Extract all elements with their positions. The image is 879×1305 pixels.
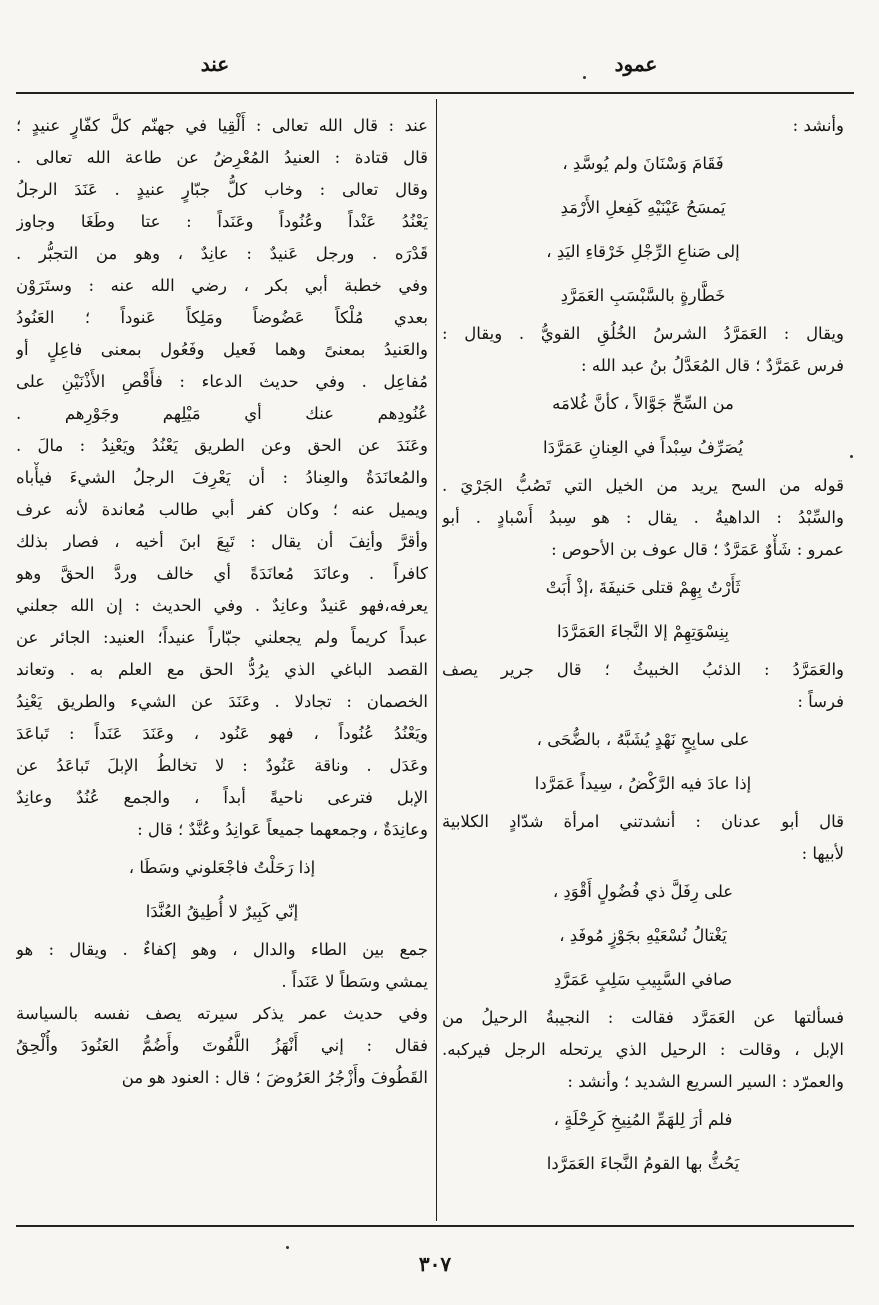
verse-line: فلم أرَ لِلهَمِّ المُنِيخِ كَرِحْلَةٍ ، [553,1110,733,1129]
text-line: والعَمَرَّدُ : الذئبُ الخبيثُ ؛ قال جرير يصف [442,660,844,679]
text-line: وفي حديث عمر يذكر سيرته يصف نفسه بالسياسة [16,1004,428,1023]
verse-line: على رِفَلَّ ذي فُضُولٍ أَقْوَدِ ، [552,882,734,901]
text-line: وأقرَّ وأنِفَ أن يقال : تَبِعَ ابنَ أخيه ، فصار بذلك [16,532,428,551]
text-line: القَطُوفَ وأَزْجُرُ العَرُوضَ ؛ قال : العنود هو من [121,1068,428,1087]
text-line: فرس عَمَرَّدٌ ؛ قال المُعَدَّلُ بنُ عبد الله : [581,356,844,375]
verse-line: ثَأَرْتُ بِهِمْ قتلى حَنيفَةَ ،إذْ أَبَتْ [545,578,741,597]
verse-line: خَطَّارةٍ بالسَّبْسَبِ العَمَرَّدِ [560,286,726,305]
column-divider [436,99,437,1221]
text-line: مُفاعِل . وفي حديث الدعاء : فأَقْصِ الأَذْنَيْنِ على [16,372,428,391]
text-line: والعمرّد : السير السريع الشديد ؛ وأنشد : [567,1072,844,1091]
text-line: يعرفه،فهو عَنيدٌ وعانِدٌ . وفي الحديث : إن الله جعلني [16,596,428,615]
verse-line: إنّي كَبِيرٌ لا أُطِيقُ العُنَّدَا [145,902,299,921]
verse-line: يَغْتالُ نُسْعَيْهِ بجَوْزٍ مُوفَدِ ، [559,926,727,945]
text-line: وعانِدَةٌ ، وجمعهما جميعاً عَوانِدُ وعُنَّدٌ ؛ قال : [137,820,428,839]
running-header-left: عند [200,52,230,76]
verse-line: من السِّحِّ جَوَّالاً ، كأنَّ غُلامَه [552,394,734,413]
text-line: قَدْرَه . ورجل عَنيدٌ : عانِدٌ ، وهو من التجبُّر . [16,244,428,263]
text-line: يَعْنُدُ عَنْداً وعُنُوداً وعَنَداً : عتا وطَغَا وجاوز [16,212,428,231]
verse-line: إلى صَناعِ الرِّجْلِ خَرْقاءِ اليَدِ ، [546,242,740,261]
verse-line: بِنِسْوَتِهِمْ إلا النَّجاءَ العَمَرَّدَا [557,622,729,641]
text-line: والعَنيدُ بمعنىً وهما فَعيل وفَعُول بمعنى فاعِلٍ أو [16,340,428,359]
text-line: وعَنَدَ عن الحق وعن الطريق يَعْنُدُ ويَعْنِدُ : مالَ . [16,436,428,455]
text-line: ويَعْنُدُ عُنُوداً ، فهو عَنُود ، وعَنَدَ عَنَداً : تَباعَدَ [16,724,428,743]
text-line: وعَدَل . وناقة عَنُودٌ : لا تخالطُ الإبلَ تَباعَدُ عن [16,756,428,775]
text-line: وفي خطبة أبي بكر ، رضي الله عنه : وستَرَوْن [16,276,428,295]
right-column [442,110,844,1186]
print-speck [583,76,586,79]
running-header-right: عمود [614,52,658,76]
text-line: جمع بين الطاء والدال ، وهو إكفاءٌ . ويقال : هو [16,940,428,959]
verse-line: فَقَامَ وَسْنَانَ ولم يُوسَّدِ ، [562,154,724,173]
verse-line: يَمسَحُ عَيْنَيْهِ كَفِعلِ الأَرْمَدِ [560,198,726,217]
verse-line: صافي السَّبِيبِ سَلِبٍ عَمَرَّدِ [553,970,733,989]
text-line: الإبل ، وقالت : الرحيل الذي يرتحله الرجل فيركبه. [442,1040,844,1059]
text-line: وقال تعالى : وخاب كلُّ جبّارٍ عنيدٍ . عَنَدَ الرجلُ [16,180,428,199]
verse-line: إذا عادَ فيه الرَّكْضُ ، سِيداً عَمَرَّدا [534,774,752,793]
text-line: قال قتادة : العنيدُ المُعْرِضُ عن طاعة الله تعالى . [16,148,428,167]
text-line: بعدي مُلْكاً عَضُوضاً ومَلِكاً عَنوداً ؛ العَنُودُ [16,308,428,327]
verse-line: على سابِحٍ نَهْدٍ يُشَبَّهُ ، بالضُّحَى ، [536,730,750,749]
page-number: ٣٠٧ [418,1252,452,1276]
text-line: والسِّبْدُ : الداهيةُ . يقال : هو سِبدُ أَسْبادٍ . أبو [442,508,844,527]
text-line: قال أبو عدنان : أنشدتني امرأة شدّادٍ الكلابية [442,812,844,831]
text-line: فسألتها عن العَمَرَّد فقالت : النجيبةُ الرحيلُ من [442,1008,844,1027]
text-line: عبداً كريماً ولم يجعلني جبّاراً عنيداً؛ العنيد: الجائر عن [16,628,428,647]
verse-line: إذا رَحَلْتُ فاجْعَلوني وسَطَا ، [128,858,316,877]
print-speck [850,455,853,458]
verse-line: يُصَرِّفُ سِبْداً في العِنانِ عَمَرَّدَا [543,438,743,457]
text-line: والمُعانَدَةُ والعِنادُ : أن يَعْرِفَ الرجلُ الشيءَ فيأْباه [16,468,428,487]
text-line: الإبل فترعى ناحيةً أبداً ، والجمع عُنُدٌ وعانِدٌ [16,788,428,807]
text-line: عمرو : شَأْوٌ عَمَرَّدٌ ؛ قال عوف بن الأحوص : [551,540,844,559]
bottom-rule [16,1225,854,1227]
verse-line: يَحُثُّ بها القومُ النَّجاءَ العَمَرَّدا [546,1154,740,1173]
text-line: ويقال : العَمَرَّدُ الشرسُ الخُلُقِ القويُّ . ويقال : [442,324,844,343]
text-line: عند : قال الله تعالى : أَلْقِيا في جهنّم كلَّ كفّارٍ عنيدٍ ؛ [16,116,428,135]
text-line: ويميل عنه ؛ وكان كفر أبي طالب مُعاندة لأنه عرف [16,500,428,519]
print-speck [286,1246,289,1249]
text-line: عُنُودِهم عنك أي مَيْلِهم وجَوْرِهم . [16,404,428,423]
text-line: يمشي وسَطاً لا عَنَداً . [281,972,428,991]
text-line: كافراً . وعانَدَ مُعانَدَةً أي خالف وردَّ الحقَّ وهو [16,564,428,583]
left-column [16,110,428,1094]
text-line: لأبيها : [801,844,844,863]
top-rule [16,92,854,94]
text-line: الخصمان : تجادلا . وعَنَدَ عن الشيء والطريق يَعْنِدُ [16,692,428,711]
text-line: القصد الباغي الذي يرُدُّ الحق مع العلم به . وتعاند [16,660,428,679]
text-line: فرساً : [797,692,844,711]
text-line: قوله من السح يريد من الخيل التي تَصُبُّ الجَرْيَ . [442,476,844,495]
verse-intro: وأنشد : [792,116,844,135]
text-line: فقال : إني أَنْهَزُ اللَّفُوتَ وأَضُمُّ العَنُودَ وأُلْحِقُ [16,1036,428,1055]
